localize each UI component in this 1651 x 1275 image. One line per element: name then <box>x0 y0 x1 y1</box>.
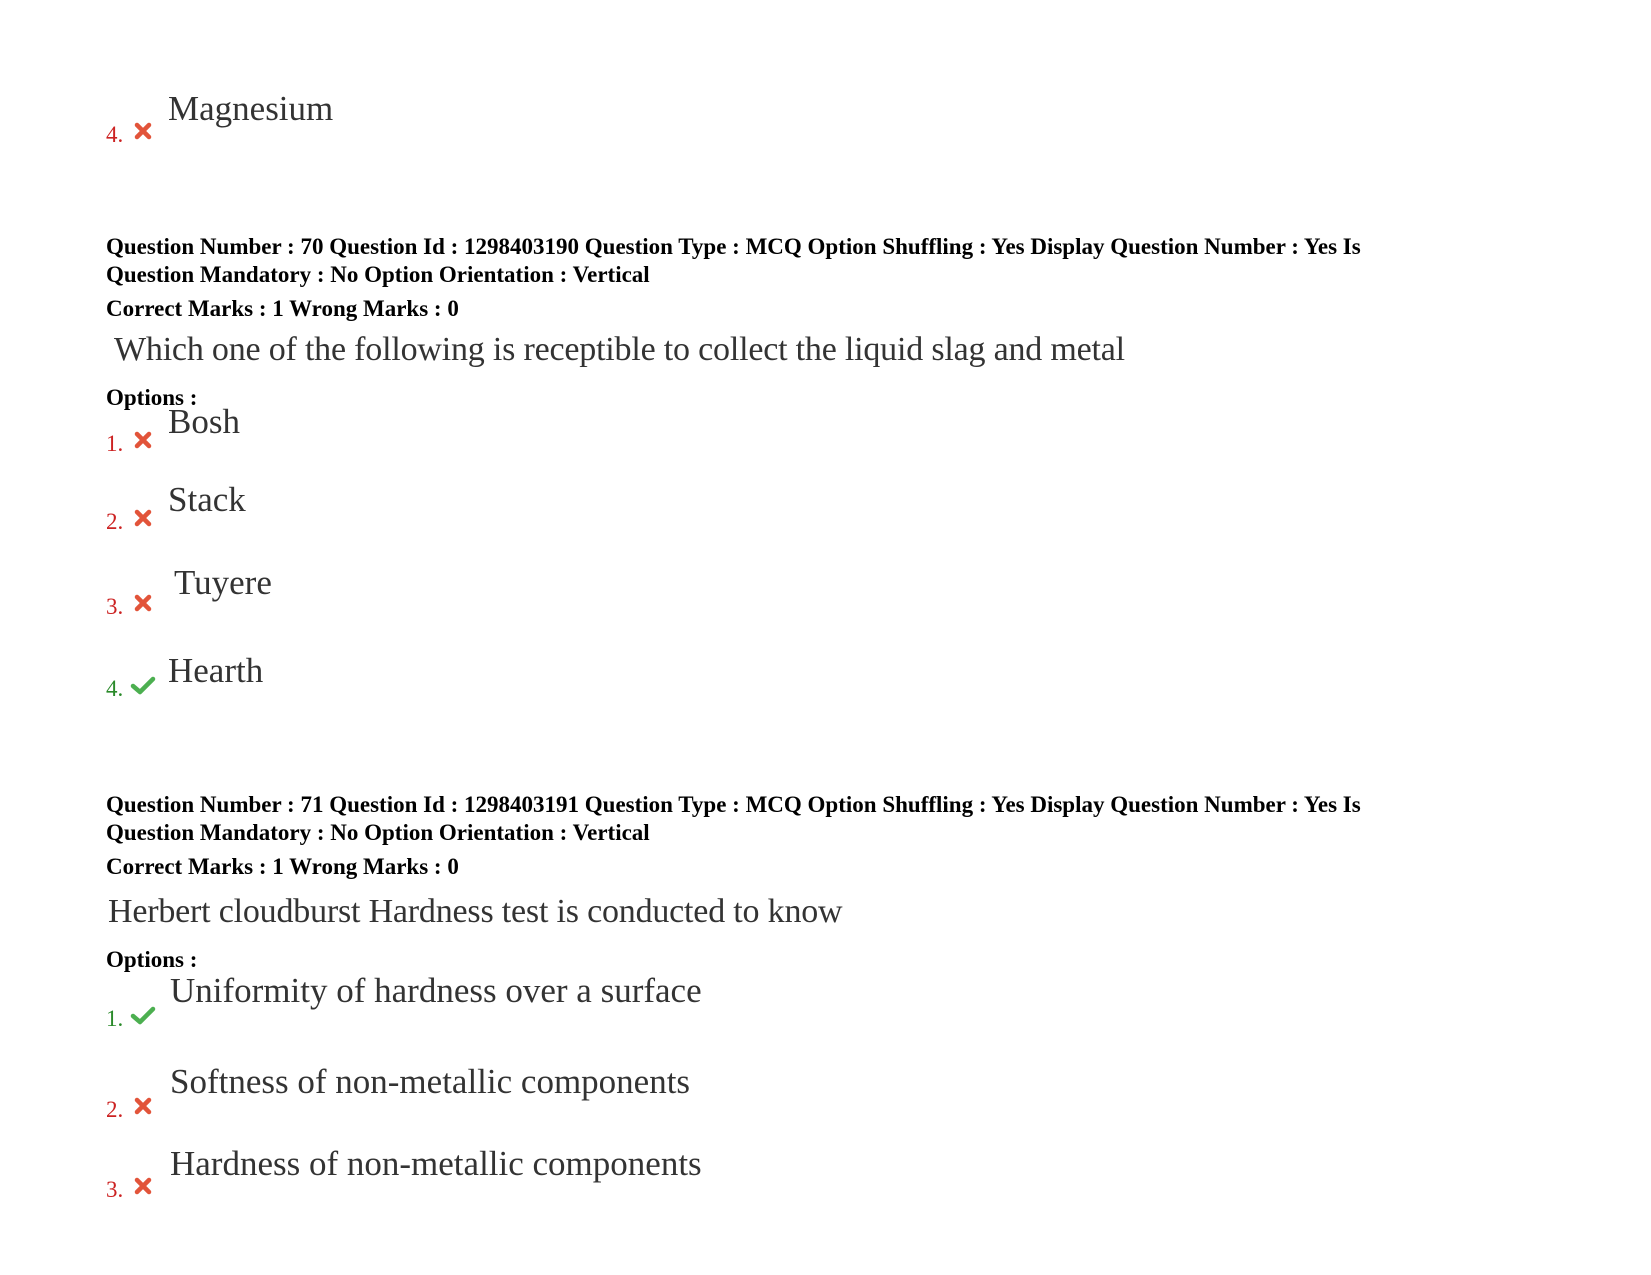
cross-icon <box>132 1175 154 1197</box>
q70-marks: Correct Marks : 1 Wrong Marks : 0 <box>106 296 459 321</box>
cross-icon <box>132 592 154 614</box>
q70-meta-line1: Question Number : 70 Question Id : 1298403190 Question Type : MCQ Option Shuffling : Yes Display Question Number : Yes Is <box>106 234 1361 259</box>
option-text: Magnesium <box>168 89 334 128</box>
cross-icon <box>132 1095 154 1117</box>
q70-option-4 <box>106 650 1306 700</box>
option-text: Hardness of non-metallic components <box>170 1144 702 1183</box>
option-text: Softness of non-metallic components <box>170 1062 691 1101</box>
q70-meta <box>106 233 1546 289</box>
prev-option-4 <box>106 89 1306 147</box>
q71-question-text: Herbert cloudburst Hardness test is conducted to know <box>108 893 843 930</box>
check-icon <box>130 674 156 696</box>
q71-meta <box>106 791 1546 847</box>
cross-icon <box>132 120 154 142</box>
q71-option-3 <box>106 1144 1306 1202</box>
option-number: 3. <box>106 594 124 619</box>
option-text: Stack <box>168 480 246 519</box>
q71-options-label: Options : <box>106 947 198 972</box>
q71-meta-line2: Question Mandatory : No Option Orientation : Vertical <box>106 820 650 845</box>
q71-option-2 <box>106 1062 1306 1122</box>
q70-options-label: Options : <box>106 385 198 410</box>
cross-icon <box>132 429 154 451</box>
option-number: 2. <box>106 509 124 534</box>
option-number: 1. <box>106 1006 124 1031</box>
option-text: Hearth <box>168 651 264 690</box>
option-text: Uniformity of hardness over a surface <box>170 971 702 1010</box>
q71-marks: Correct Marks : 1 Wrong Marks : 0 <box>106 854 459 879</box>
check-icon <box>130 1004 156 1026</box>
option-text: Tuyere <box>174 563 272 602</box>
option-number: 2. <box>106 1097 124 1122</box>
option-number: 4. <box>106 122 124 147</box>
q70-option-1 <box>106 402 1306 456</box>
q71-option-1 <box>106 971 1306 1031</box>
option-number: 3. <box>106 1177 124 1202</box>
q70-option-2 <box>106 480 1306 534</box>
option-number: 1. <box>106 431 124 456</box>
q70-meta-line2: Question Mandatory : No Option Orientation : Vertical <box>106 262 650 287</box>
q70-question-text: Which one of the following is receptible to collect the liquid slag and metal <box>114 331 1125 368</box>
cross-icon <box>132 507 154 529</box>
q71-meta-line1: Question Number : 71 Question Id : 1298403191 Question Type : MCQ Option Shuffling : Yes Display Question Number : Yes Is <box>106 792 1361 817</box>
option-number: 4. <box>106 676 124 701</box>
q70-option-3 <box>106 563 1306 619</box>
option-text: Bosh <box>168 402 240 441</box>
